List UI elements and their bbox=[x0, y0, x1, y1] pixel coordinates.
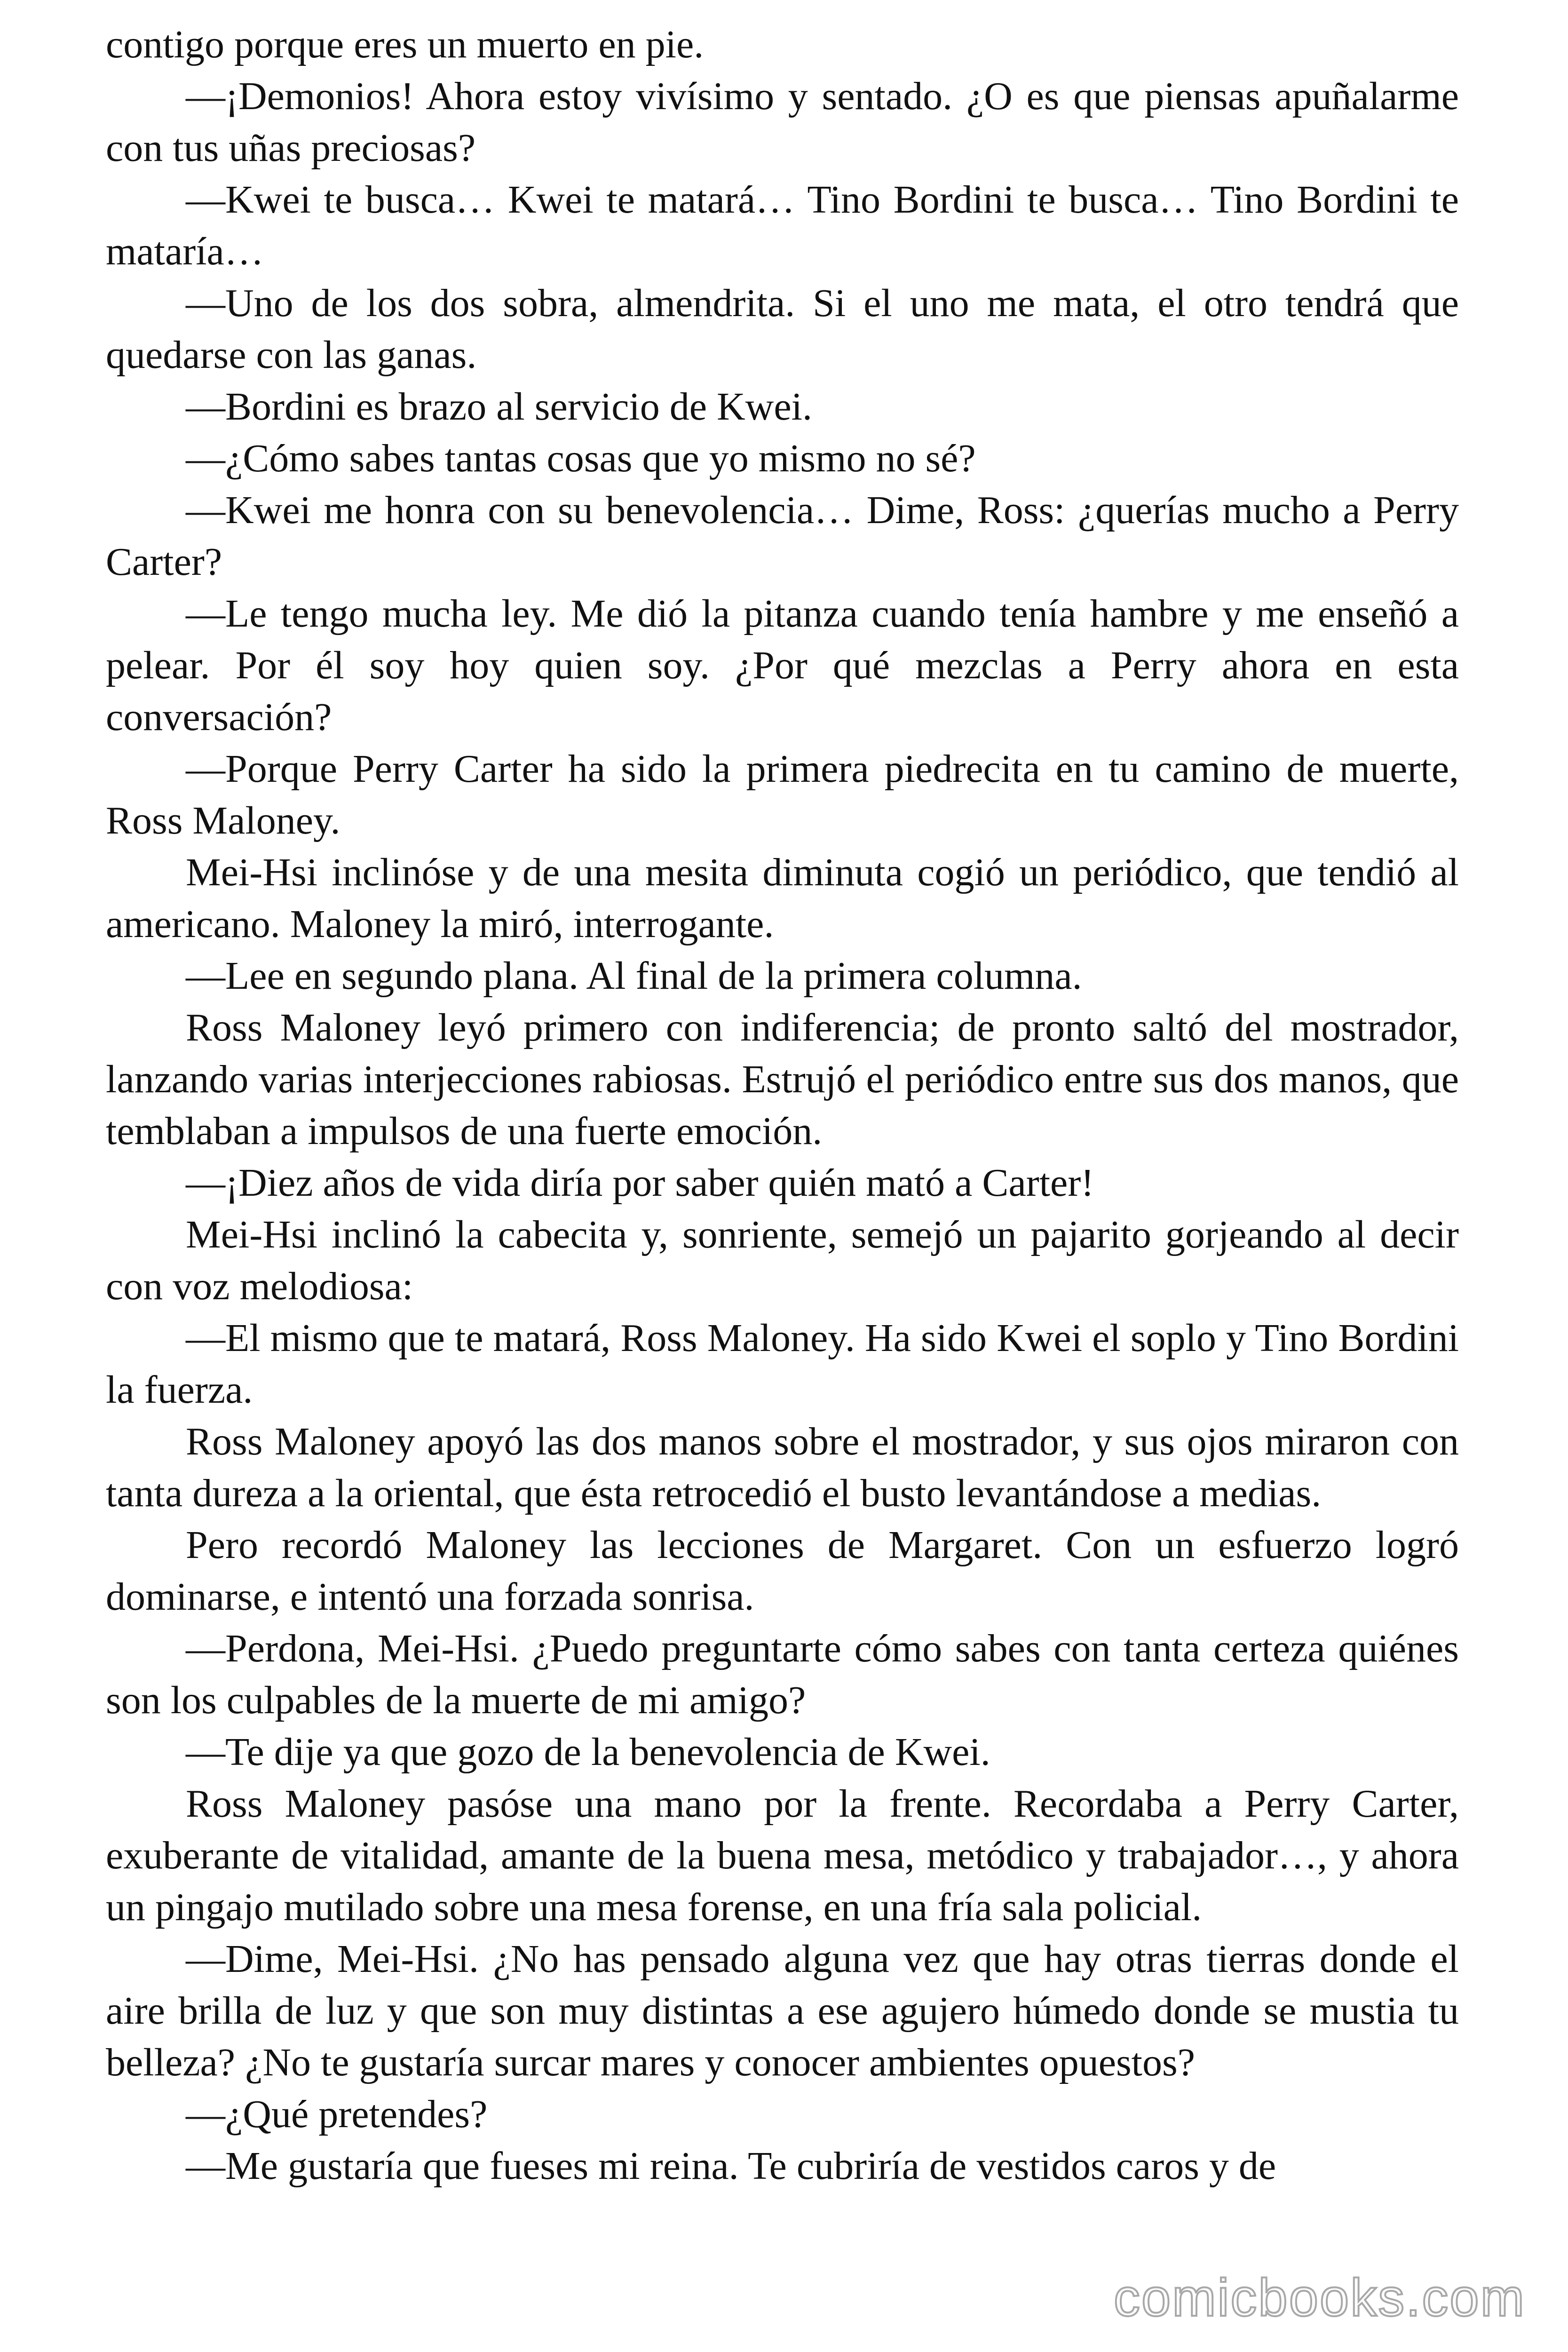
paragraph-9: —Porque Perry Carter ha sido la primera piedrecita en tu camino de muerte, Ross Maloney. bbox=[106, 747, 1459, 842]
paragraph-7: —Kwei me honra con su benevolencia… Dime, Ross: ¿querías mucho a Perry Carter? bbox=[106, 488, 1459, 584]
paragraph-5: —Bordini es brazo al servicio de Kwei. bbox=[186, 385, 812, 429]
paragraph-4: —Uno de los dos sobra, almendrita. Si el uno me mata, el otro tendrá que quedarse con las ganas. bbox=[106, 281, 1459, 377]
paragraph-11: —Lee en segundo plana. Al final de la primera columna. bbox=[186, 954, 1082, 998]
book-page-text bbox=[106, 19, 1459, 2192]
paragraph-1: contigo porque eres un muerto en pie. bbox=[106, 23, 704, 66]
paragraph-16: Ross Maloney apoyó las dos manos sobre el mostrador, y sus ojos miraron con tanta dureza a la oriental, que ésta retrocedió el busto levantándose a medias. bbox=[106, 1420, 1459, 1515]
paragraph-8: —Le tengo mucha ley. Me dió la pitanza cuando tenía hambre y me enseñó a pelear. Por él soy hoy quien soy. ¿Por qué mezclas a Perry ahora en esta conversación? bbox=[106, 592, 1459, 739]
paragraph-21: —Dime, Mei-Hsi. ¿No has pensado alguna vez que hay otras tierras donde el aire brilla de luz y que son muy distintas a ese agujero húmedo donde se mustia tu belleza? ¿No te gustaría surcar mares y conocer ambientes opuestos? bbox=[106, 1937, 1459, 2084]
paragraph-17: Pero recordó Maloney las lecciones de Margaret. Con un esfuerzo logró dominarse, e intentó una forzada sonrisa. bbox=[106, 1523, 1459, 1619]
paragraph-23: —Me gustaría que fueses mi reina. Te cubriría de vestidos caros y de bbox=[186, 2144, 1276, 2188]
paragraph-2: —¡Demonios! Ahora estoy vivísimo y sentado. ¿O es que piensas apuñalarme con tus uñas preciosas? bbox=[106, 74, 1459, 170]
paragraph-20: Ross Maloney pasóse una mano por la frente. Recordaba a Perry Carter, exuberante de vitalidad, amante de la buena mesa, metódico y trabajador…, y ahora un pingajo mutilado sobre una mesa forense, en una fría sala policial. bbox=[106, 1782, 1459, 1929]
paragraph-15: —El mismo que te matará, Ross Maloney. Ha sido Kwei el soplo y Tino Bordini la fuerza. bbox=[106, 1316, 1459, 1412]
paragraph-10: Mei-Hsi inclinóse y de una mesita diminuta cogió un periódico, que tendió al americano. Maloney la miró, interrogante. bbox=[106, 850, 1459, 946]
paragraph-3: —Kwei te busca… Kwei te matará… Tino Bordini te busca… Tino Bordini te mataría… bbox=[106, 178, 1459, 273]
paragraph-18: —Perdona, Mei-Hsi. ¿Puedo preguntarte cómo sabes con tanta certeza quiénes son los culpables de la muerte de mi amigo? bbox=[106, 1627, 1459, 1722]
paragraph-12: Ross Maloney leyó primero con indiferencia; de pronto saltó del mostrador, lanzando varias interjecciones rabiosas. Estrujó el periódico entre sus dos manos, que temblaban a impulsos de una fuerte emoción. bbox=[106, 1006, 1459, 1153]
watermark: comicbooks.com bbox=[1113, 2268, 1526, 2327]
paragraph-19: —Te dije ya que gozo de la benevolencia de Kwei. bbox=[186, 1730, 990, 1774]
paragraph-6: —¿Cómo sabes tantas cosas que yo mismo no sé? bbox=[186, 437, 976, 480]
paragraph-14: Mei-Hsi inclinó la cabecita y, sonriente, semejó un pajarito gorjeando al decir con voz melodiosa: bbox=[106, 1213, 1459, 1308]
paragraph-13: —¡Diez años de vida diría por saber quién mató a Carter! bbox=[186, 1161, 1094, 1205]
paragraph-22: —¿Qué pretendes? bbox=[186, 2092, 488, 2136]
